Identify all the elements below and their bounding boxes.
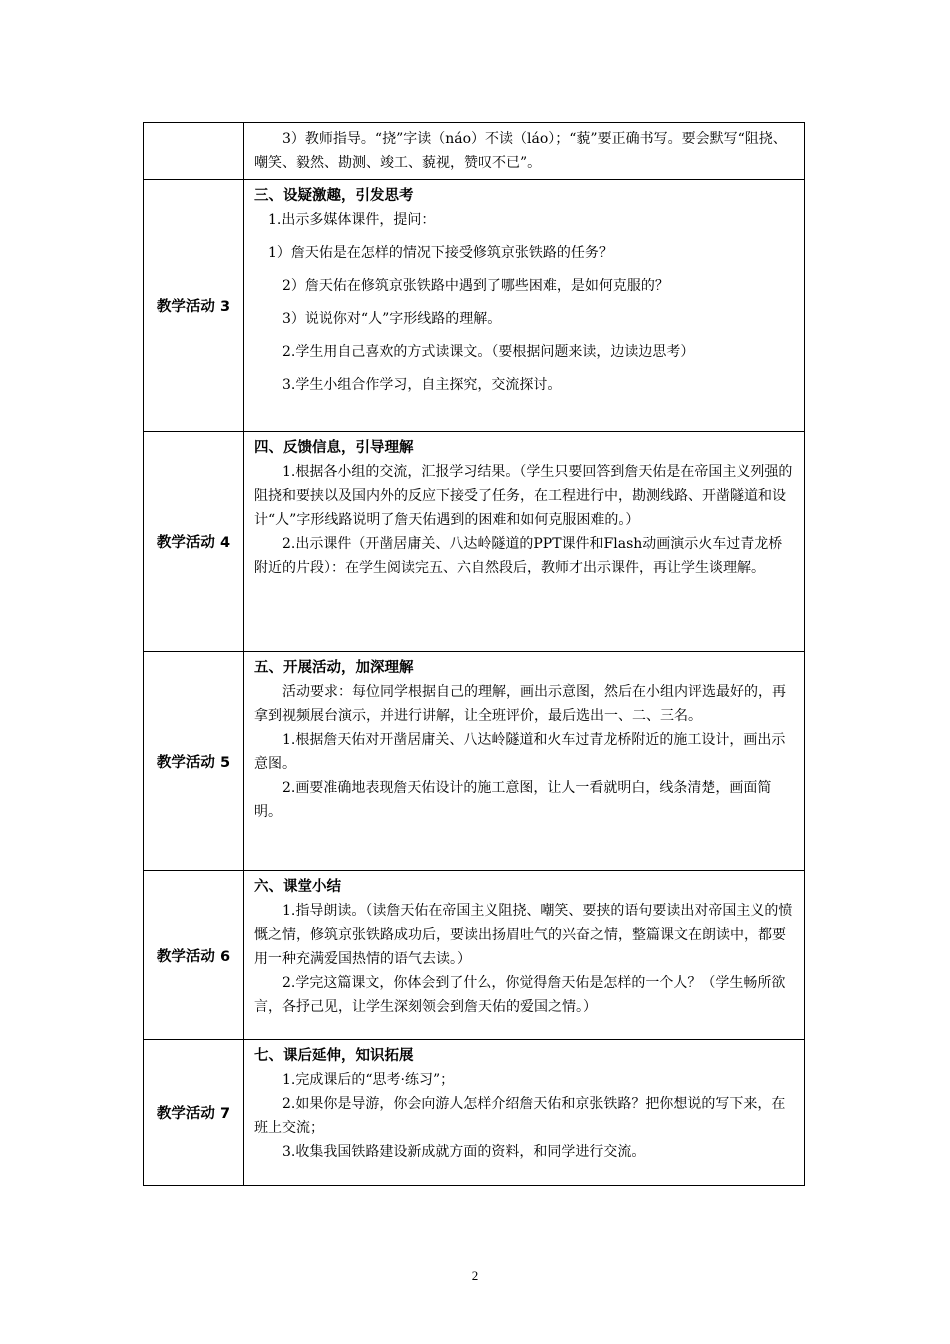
- content-line: 活动要求：每位同学根据自己的理解，画出示意图，然后在小组内评选最好的，再拿到视频展台演示，并进行讲解，让全班评价，最后选出一、二、三名。: [254, 684, 786, 724]
- section-heading: 七、课后延伸，知识拓展: [254, 1048, 414, 1064]
- table-row: [144, 871, 805, 1040]
- table-row: [144, 432, 805, 652]
- row-content: [244, 432, 805, 652]
- table-row: [144, 1040, 805, 1186]
- lesson-plan-table: [143, 122, 805, 1186]
- content-line: 1.出示多媒体课件，提问：: [268, 212, 436, 228]
- row-label: 教学活动 7: [144, 1040, 244, 1186]
- content-line: 1）詹天佑是在怎样的情况下接受修筑京张铁路的任务？: [268, 245, 613, 261]
- content-line: 3）说说你对“人”字形线路的理解。: [282, 311, 502, 327]
- content-line: 2.学生用自己喜欢的方式读课文。（要根据问题来读，边读边思考）: [282, 344, 695, 360]
- section-heading: 五、开展活动，加深理解: [254, 660, 414, 676]
- content-line: 2）詹天佑在修筑京张铁路中遇到了哪些困难，是如何克服的？: [282, 278, 669, 294]
- row-label: 教学活动 3: [144, 180, 244, 432]
- content-line: 2.如果你是导游，你会向游人怎样介绍詹天佑和京张铁路？把你想说的写下来，在班上交流；: [254, 1096, 786, 1136]
- row-label: [144, 123, 244, 180]
- row-content: [244, 1040, 805, 1186]
- content-line: 3.收集我国铁路建设新成就方面的资料，和同学进行交流。: [282, 1144, 646, 1160]
- content-line: 3）教师指导。“挠”字读（náo）不读（láo）；“藐”要正确书写。要会默写“阻挠、嘲笑、毅然、勘测、竣工、藐视，赞叹不已”。: [254, 131, 787, 171]
- content-line: 1.根据各小组的交流，汇报学习结果。（学生只要回答到詹天佑是在帝国主义列强的阻挠和要挟以及国内外的反应下接受了任务，在工程进行中，勘测线路、开凿隧道和设计“人”字形线路说明了詹天佑遇到的困难和如何克服困难的。）: [254, 464, 793, 528]
- row-content: [244, 871, 805, 1040]
- row-content: [244, 123, 805, 180]
- section-heading: 四、反馈信息，引导理解: [254, 440, 414, 456]
- content-line: 1.完成课后的“思考·练习”；: [282, 1072, 455, 1088]
- row-label: 教学活动 4: [144, 432, 244, 652]
- row-content: [244, 652, 805, 871]
- row-label: 教学活动 6: [144, 871, 244, 1040]
- table-row: [144, 180, 805, 432]
- table-row: [144, 652, 805, 871]
- section-heading: 六、课堂小结: [254, 879, 341, 895]
- table-row: [144, 123, 805, 180]
- content-line: 2.学完这篇课文，你体会到了什么，你觉得詹天佑是怎样的一个人？（学生畅所欲言，各抒己见，让学生深刻领会到詹天佑的爱国之情。）: [254, 975, 786, 1015]
- content-line: 2.画要准确地表现詹天佑设计的施工意图，让人一看就明白，线条清楚，画面简明。: [254, 780, 772, 820]
- content-line: 1.指导朗读。（读詹天佑在帝国主义阻挠、嘲笑、要挟的语句要读出对帝国主义的愤慨之情，修筑京张铁路成功后，要读出扬眉吐气的兴奋之情，整篇课文在朗读中，都要用一种充满爱国热情的语气去读。）: [254, 903, 793, 967]
- row-content: [244, 180, 805, 432]
- row-label: 教学活动 5: [144, 652, 244, 871]
- content-line: 1.根据詹天佑对开凿居庸关、八达岭隧道和火车过青龙桥附近的施工设计，画出示意图。: [254, 732, 786, 772]
- content-line: 3.学生小组合作学习，自主探究，交流探讨。: [282, 377, 562, 393]
- section-heading: 三、设疑激趣，引发思考: [254, 188, 414, 204]
- page-number: 2: [471, 1268, 479, 1283]
- content-line: 2.出示课件（开凿居庸关、八达岭隧道的PPT课件和Flash动画演示火车过青龙桥附近的片段）：在学生阅读完五、六自然段后，教师才出示课件，再让学生谈理解。: [254, 536, 783, 576]
